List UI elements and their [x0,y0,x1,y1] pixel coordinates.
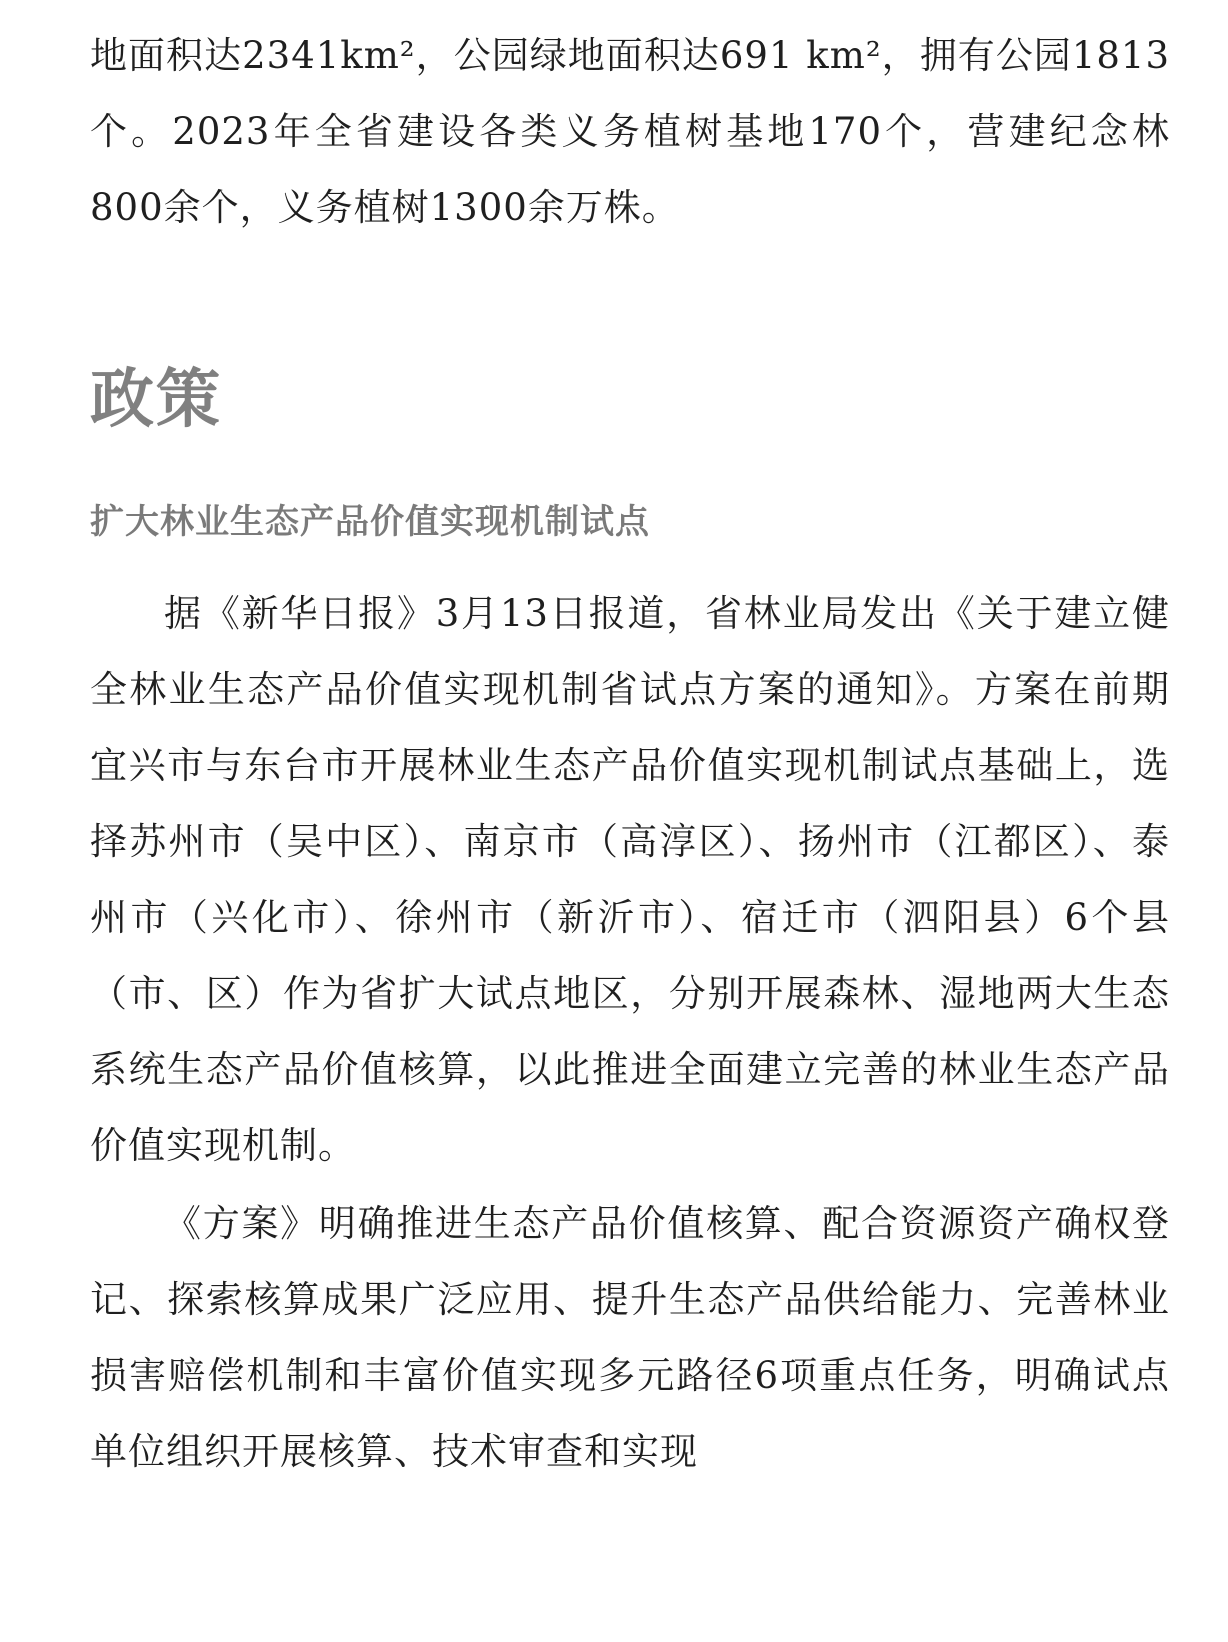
article-paragraph-2: 《方案》明确推进生态产品价值核算、配合资源资产确权登记、探索核算成果广泛应用、提升生态产品供给能力、完善林业损害赔偿机制和丰富价值实现多元路径6项重点任务，明确试点单位组织开展核算、技术审查和实现 [90,1202,1170,1473]
article-paragraph-1: 据《新华日报》3月13日报道，省林业局发出《关于建立健全林业生态产品价值实现机制省试点方案的通知》。方案在前期宜兴市与东台市开展林业生态产品价值实现机制试点基础上，选择苏州市（吴中区）、南京市（高淳区）、扬州市（江都区）、泰州市（兴化市）、徐州市（新沂市）、宿迁市（泗阳县）6个县（市、区）作为省扩大试点地区，分别开展森林、湿地两大生态系统生态产品价值核算，以此推进全面建立完善的林业生态产品价值实现机制。 [90,592,1170,1167]
section-subtitle: 扩大林业生态产品价值实现机制试点 [90,502,650,542]
intro-paragraph: 地面积达2341km²，公园绿地面积达691 km²，拥有公园1813个。2023年全省建设各类义务植树基地170个，营建纪念林800余个，义务植树1300余万株。 [90,34,1170,229]
article-body [90,576,1170,1490]
section-title: 政策 [90,363,222,437]
intro-block [90,18,1170,246]
